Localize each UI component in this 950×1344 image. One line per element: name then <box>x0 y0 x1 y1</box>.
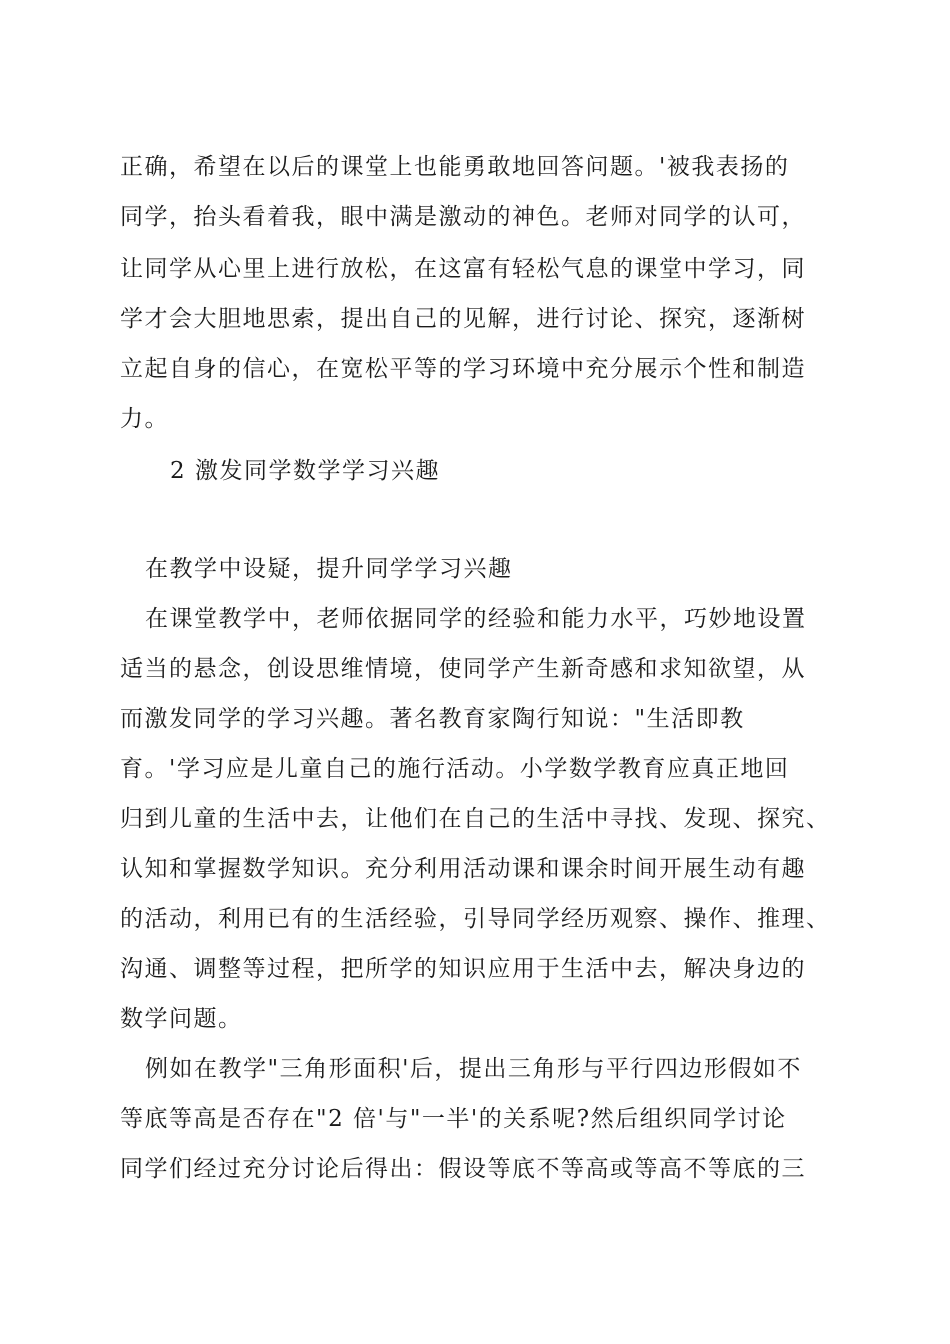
paragraph-1-line-3: 让同学从心里上进行放松，在这富有轻松气息的课堂中学习，同 <box>120 256 806 282</box>
paragraph-3-line-2: 等底等高是否存在"2 倍'与"一半'的关系呢?然后组织同学讨论 <box>120 1106 787 1132</box>
paragraph-2-line-6: 认知和掌握数学知识。充分利用活动课和课余时间开展生动有趣 <box>120 856 806 882</box>
paragraph-2-line-4: 育。'学习应是儿童自己的施行活动。小学数学教育应真正地回 <box>120 756 790 782</box>
paragraph-3-line-1: 例如在教学"三角形面积'后，提出三角形与平行四边形假如不 <box>145 1056 802 1082</box>
paragraph-2-line-5: 归到儿童的生活中去，让他们在自己的生活中寻找、发现、探究、 <box>120 806 831 832</box>
paragraph-1-line-1: 正确，希望在以后的课堂上也能勇敢地回答问题。'被我表扬的 <box>120 154 790 180</box>
paragraph-2-line-3: 而激发同学的学习兴趣。著名教育家陶行知说："生活即教 <box>120 706 745 732</box>
paragraph-2-line-9: 数学问题。 <box>120 1006 243 1032</box>
paragraph-2-line-2: 适当的悬念，创设思维情境，使同学产生新奇感和求知欲望，从 <box>120 656 806 682</box>
section-heading: 2 激发同学数学学习兴趣 <box>170 458 440 484</box>
subheading: 在教学中设疑，提升同学学习兴趣 <box>145 556 513 582</box>
paragraph-1-line-2: 同学，抬头看着我，眼中满是激动的神色。老师对同学的认可， <box>120 204 806 230</box>
paragraph-2-line-8: 沟通、调整等过程，把所学的知识应用于生活中去，解决身边的 <box>120 956 806 982</box>
paragraph-1-line-4: 学才会大胆地思索，提出自己的见解，进行讨论、探究，逐渐树 <box>120 306 806 332</box>
paragraph-2-line-7: 的活动，利用已有的生活经验，引导同学经历观察、操作、推理、 <box>120 906 831 932</box>
paragraph-1-line-6: 力。 <box>120 406 169 432</box>
paragraph-2-line-1: 在课堂教学中，老师依据同学的经验和能力水平，巧妙地设置 <box>145 606 807 632</box>
paragraph-1-line-5: 立起自身的信心，在宽松平等的学习环境中充分展示个性和制造 <box>120 356 806 382</box>
paragraph-3-line-3: 同学们经过充分讨论后得出：假设等底不等高或等高不等底的三 <box>120 1156 806 1182</box>
